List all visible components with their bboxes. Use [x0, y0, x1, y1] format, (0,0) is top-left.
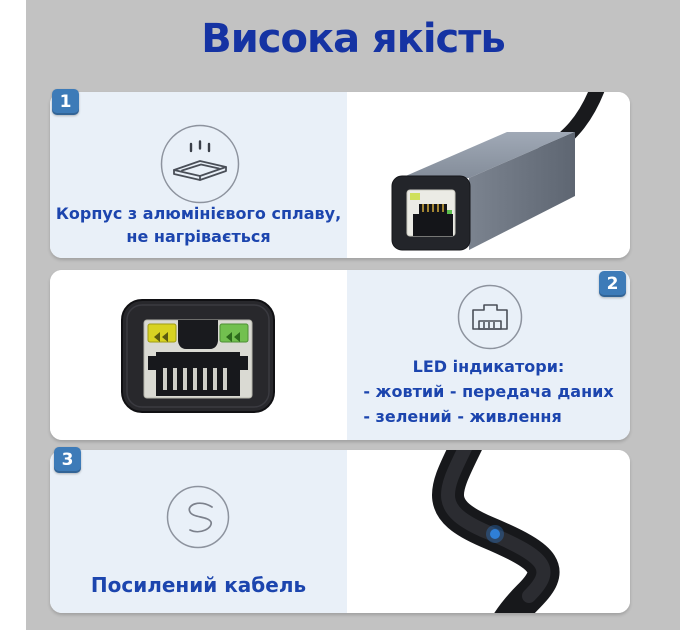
feature-row-3	[50, 450, 630, 613]
feature-1-caption	[50, 202, 347, 248]
feature-2-panel	[347, 270, 630, 440]
feature-1-panel	[50, 92, 347, 258]
feature-3-line-1: Посилений кабель	[90, 573, 307, 597]
feature-2-line-2: - жовтий - передача даних	[363, 382, 614, 401]
feature-row-1	[50, 92, 630, 258]
feature-3-number-badge: 3	[54, 447, 81, 473]
feature-1-number-badge: 1	[52, 89, 79, 115]
cable-photo	[347, 450, 630, 613]
page-title: Висока якість	[201, 16, 505, 62]
rj45-port-closeup-photo	[50, 270, 347, 440]
feature-row-1-body	[50, 92, 630, 258]
feature-1-line-1: Корпус з алюмінієвого сплаву,	[55, 204, 342, 223]
feature-2-caption	[347, 354, 630, 429]
ethernet-port-icon	[457, 284, 523, 350]
feature-2-line-3: - зелений - живлення	[363, 407, 562, 426]
usb-ethernet-adapter-photo	[347, 92, 630, 258]
feature-3-panel	[50, 450, 347, 613]
feature-row-2-body	[50, 270, 630, 440]
aluminum-plate-icon	[160, 124, 240, 204]
feature-2-number-badge: 2	[599, 271, 626, 297]
feature-3-photo-panel	[347, 450, 630, 613]
feature-2-line-1: LED індикатори:	[412, 357, 565, 376]
feature-1-line-2: не нагрівається	[126, 227, 271, 246]
feature-2-photo-panel	[50, 270, 347, 440]
feature-1-photo-panel	[347, 92, 630, 258]
feature-3-caption	[50, 573, 347, 597]
feature-row-3-body	[50, 450, 630, 613]
feature-row-2	[50, 270, 630, 440]
reinforced-cable-icon	[166, 485, 230, 549]
